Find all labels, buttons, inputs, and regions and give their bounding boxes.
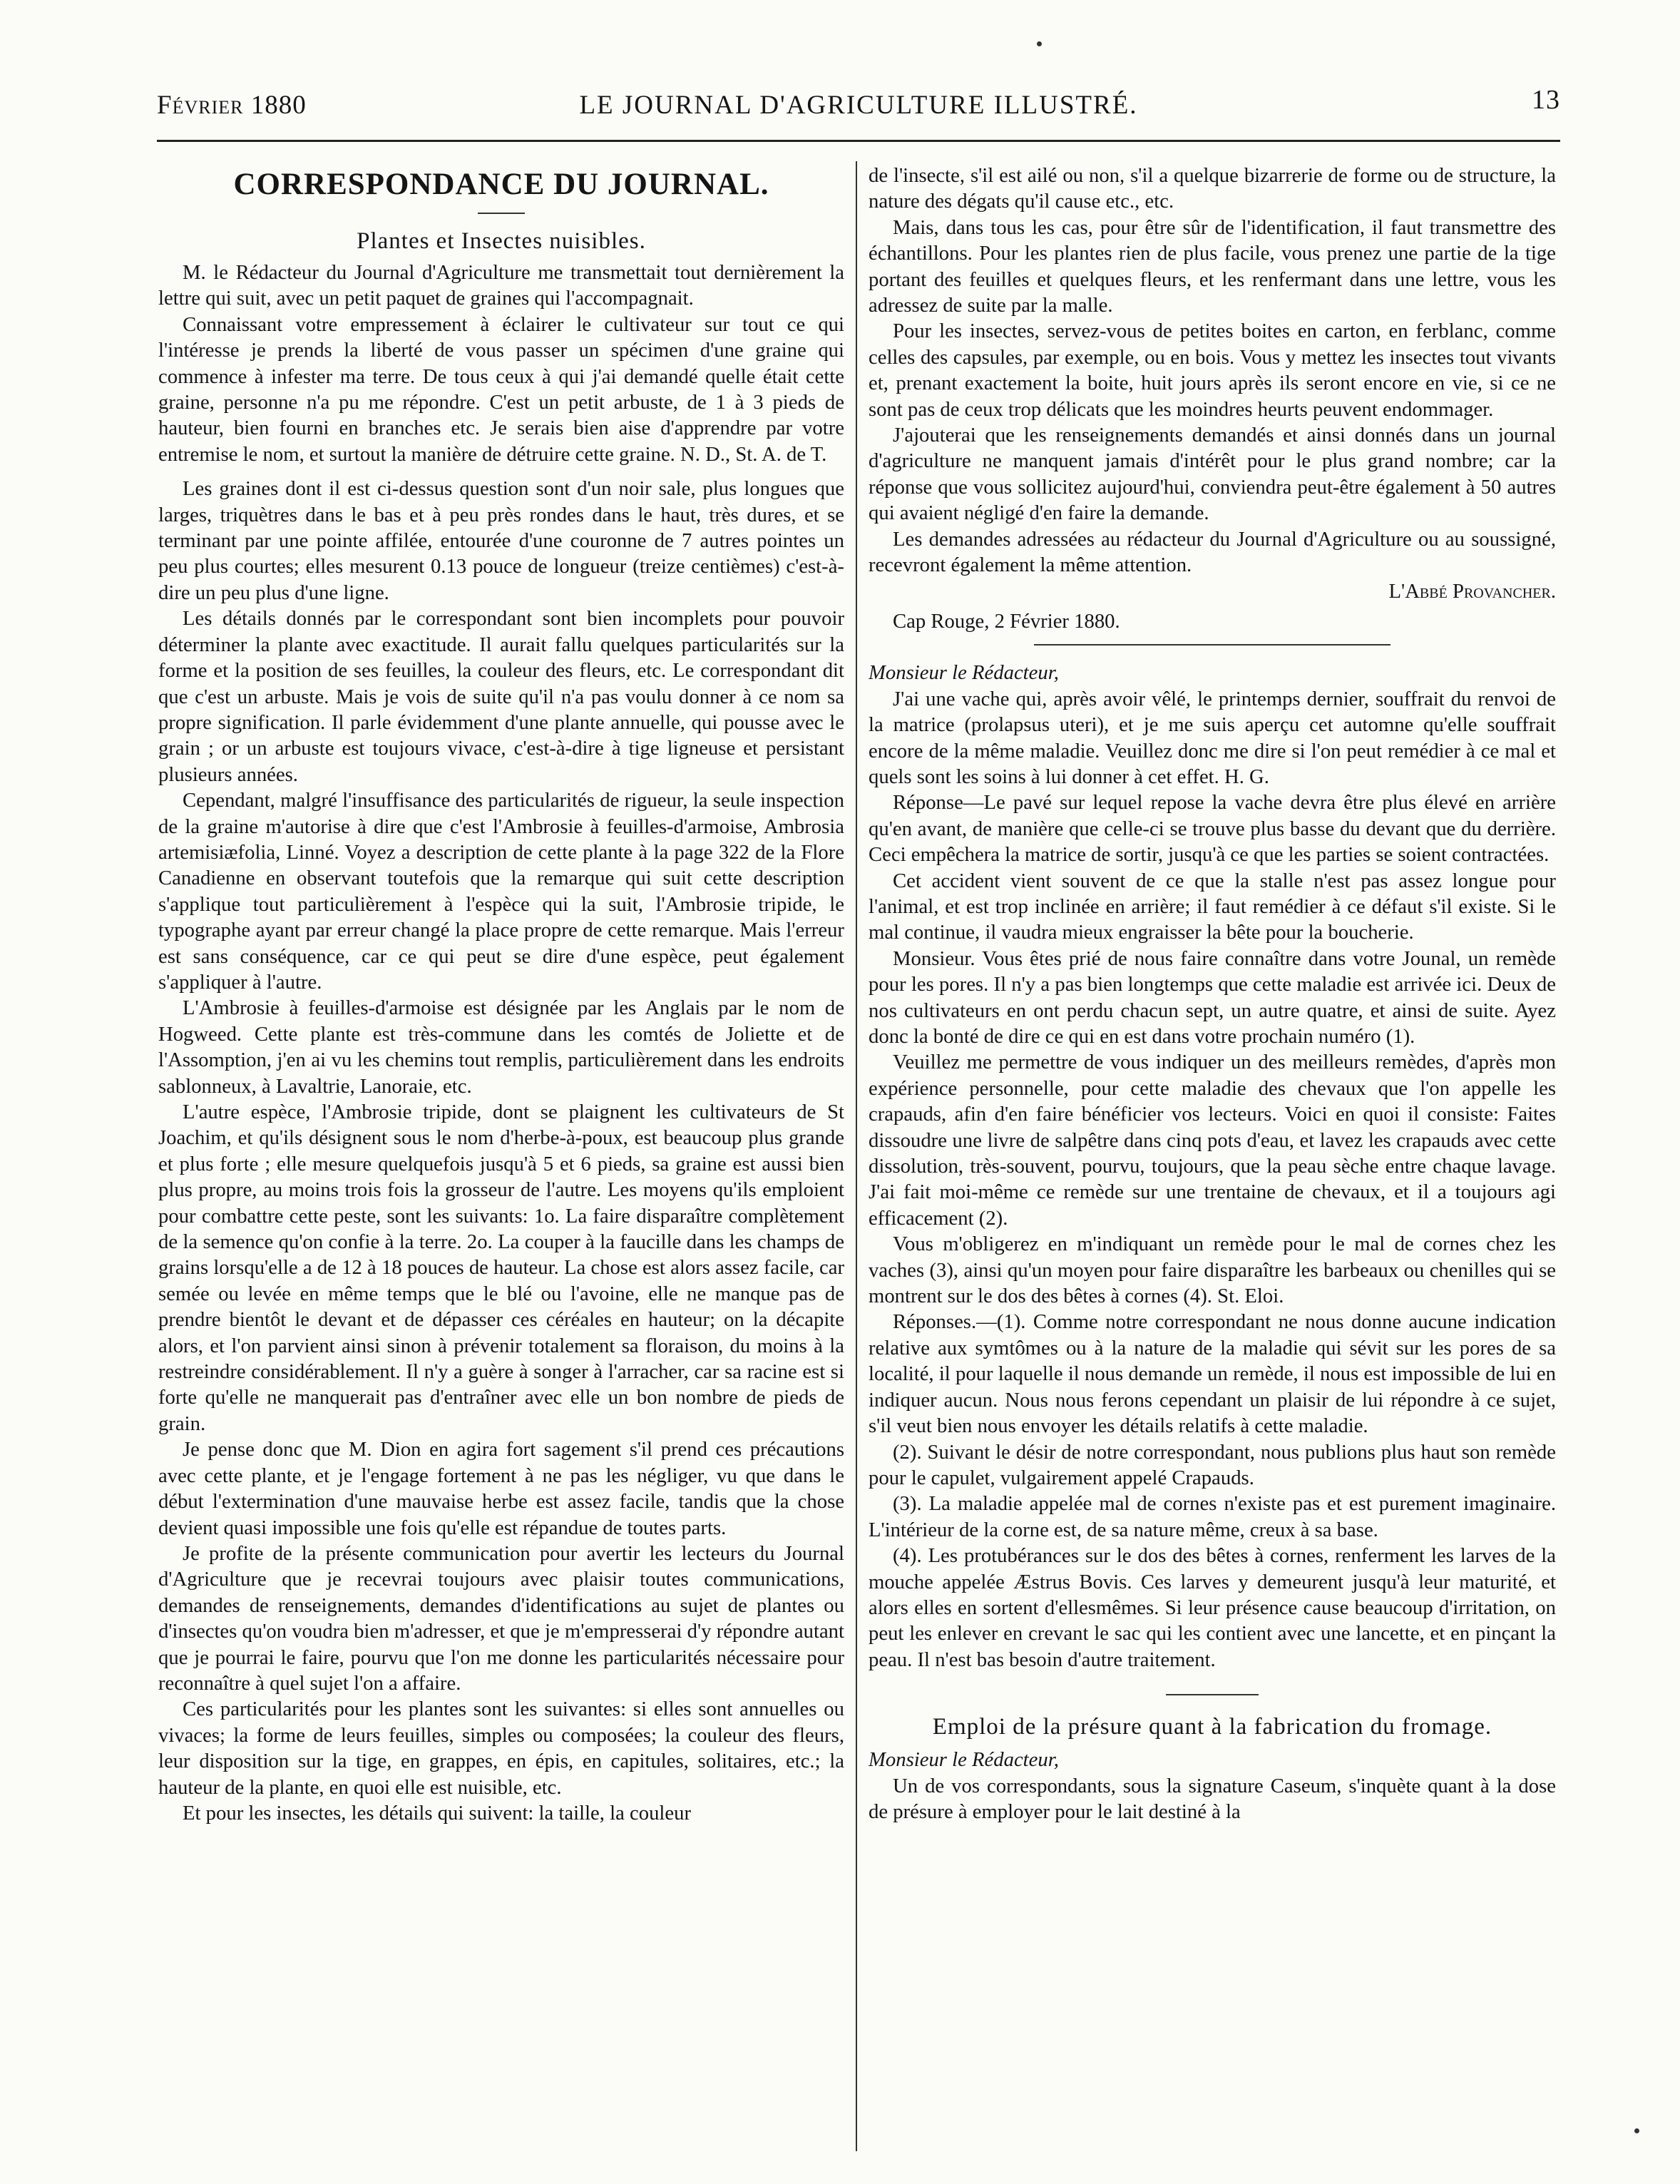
paragraph: Cet accident vient souvent de ce que la stalle n'est pas assez longue pour l'animal, et est trop inclinée en arrière; il faut remédier à ce défaut s'il existe. Si le mal continue, il vaudra mieux engraisser la bête pour la boucherie.	[869, 869, 1556, 944]
paragraph: J'ai une vache qui, après avoir vêlé, le printemps dernier, souffrait du renvoi de la matrice (prolapsus uteri), et je me suis aperçu cet automne qu'elle souffrait encore de la même maladie. Veuillez donc me dire si l'on peut remédier à ce mal et quels sont les soins à lui donner à cet effet. H. G.	[869, 687, 1556, 788]
page-header	[157, 84, 1560, 127]
article-title-2: Emploi de la présure quant à la fabrication du fromage.	[932, 1714, 1492, 1740]
section-rule	[1166, 1694, 1259, 1695]
paragraph: Cependant, malgré l'insuffisance des particularités de rigueur, la seule inspection de la graine m'autorise à dire que c'est l'Ambrosie à feuilles-d'armoise, Ambrosia artemisiæfolia, Linné. Voyez a description de cette plante à la page 322 de la Flore Canadienne en observant toutefois que la remarque qui suit cette description s'applique tout particulièrement à l'espèce qui la suit, l'Ambrosie tripide, le typographe ayant par erreur changé la place propre de cette remarque. Mais l'erreur est sans conséquence, car ce qui peut se dire d'une espèce, peut également s'appliquer à l'autre.	[158, 789, 844, 994]
paragraph: Je profite de la présente communication pour avertir les lecteurs du Journal d'Agriculture que je recevrai toujours avec plaisir toutes communications, demandes de renseignements, demandes d'identifications au sujet de plantes ou d'insectes qu'on voudra bien m'adresser, et que je m'empresserai d'y répondre autant que je pourrai le faire, pourvu que l'on me donne les particularités nécessaire pour reconnaître à quel sujet l'on a affaire.	[158, 1541, 844, 1695]
salutation: Monsieur le Rédacteur,	[869, 1748, 1059, 1772]
paragraph: Un de vos correspondants, sous la signature Caseum, s'inquète quant à la dose de présure à employer pour le lait destiné à la	[869, 1774, 1556, 1823]
heading-rule	[478, 213, 525, 214]
paragraph: Les demandes adressées au rédacteur du Journal d'Agriculture ou au soussigné, recevront également la même attention.	[869, 527, 1556, 577]
paragraph: (3). La maladie appelée mal de cornes n'existe pas et est purement imaginaire. L'intérieur de la corne est, de sa nature même, creux à sa base.	[869, 1492, 1556, 1541]
paragraph: (2). Suivant le désir de notre correspondant, nous publions plus haut son remède pour le capulet, vulgairement appelé Crapauds.	[869, 1440, 1556, 1489]
left-column	[158, 161, 844, 2151]
paragraph: Mais, dans tous les cas, pour être sûr de l'identification, il faut transmettre des échantillons. Pour les plantes rien de plus facile, vous prenez une partie de la tige portant des feuilles et quelques fleurs, et les renfermant dans une lettre, vous les adressez de suite par la malle.	[869, 215, 1556, 317]
print-speck	[1634, 2128, 1639, 2133]
section-rule	[1034, 644, 1390, 645]
article-title: Plantes et Insectes nuisibles.	[357, 228, 646, 254]
paragraph: L'Ambrosie à feuilles-d'armoise est désignée par les Anglais par le nom de Hogweed. Cette plante est très-commune dans les comtés de Joliette et de l'Assomption, j'en ai vu les chemins tout remplis, particulièrement dans les endroits sablonneux, à Lavaltrie, Lanoraie, etc.	[158, 996, 844, 1098]
paragraph: J'ajouterai que les renseignements demandés et ainsi donnés dans un journal d'agriculture ne manquent jamais d'intérêt pour le plus grand nombre; car la réponse que vous sollicitez aujourd'hui, conviendra peut-être également à 50 autres qui avaient négligé d'en faire la demande.	[869, 424, 1556, 525]
paragraph: Veuillez me permettre de vous indiquer un des meilleurs remèdes, d'après mon expérience personnelle, pour cette maladie des chevaux que l'on appelle les crapauds, afin d'en faire bénéficier vos lecteurs. Voici en quoi il consiste: Faites dissoudre une livre de salpêtre dans cinq pots d'eau, et lavez les crapauds avec cette dissolution, très-souvent, pourvu, toujours, que la peau sèche entre chaque lavage. J'ai fait moi-même ce remède sur une trentaine de chevaux, et il a toujours agi efficacement (2).	[869, 1051, 1556, 1230]
paragraph: Les détails donnés par le correspondant sont bien incomplets pour pouvoir déterminer la plante avec exactitude. Il aurait fallu quelques particularités sur la forme et la position de ses feuilles, la couleur des fleurs, etc. Le correspondant dit que c'est un arbuste. Mais je vois de suite qu'il n'a pas voulu donner à ce nom sa propre signification. Il parle évidemment d'une plante annuelle, qui pousse avec le grain ; or un arbuste est toujours vivace, c'est-à-dire à tige ligneuse et persistant plusieurs années.	[158, 607, 844, 786]
section-heading: CORRESPONDANCE DU JOURNAL.	[233, 168, 769, 201]
column-divider	[856, 161, 857, 2151]
journal-title: LE JOURNAL D'AGRICULTURE ILLUSTRÉ.	[579, 91, 1138, 120]
dateline: Cap Rouge, 2 Février 1880.	[893, 609, 1120, 633]
paragraph: M. le Rédacteur du Journal d'Agriculture me transmettait tout dernièrement la lettre qui suit, avec un petit paquet de graines qui l'accompagnait.	[158, 261, 844, 310]
paragraph: de l'insecte, s'il est ailé ou non, s'il a quelque bizarrerie de forme ou de structure, la nature des dégats qu'il cause etc., etc.	[869, 164, 1556, 213]
signature: L'Abbé Provancher.	[1388, 579, 1556, 603]
paragraph: Pour les insectes, servez-vous de petites boites en carton, en ferblanc, comme celles des capsules, par exemple, ou en bois. Vous y mettez les insectes tout vivants et, prenant exactement la boite, huit jours après ils seront encore en vie, si ce ne sont pas de ceux trop délicats que les moindres heurts peuvent endommager.	[869, 320, 1556, 421]
page-number: 13	[1532, 85, 1560, 115]
paragraph: Je pense donc que M. Dion en agira fort sagement s'il prend ces précautions avec cette plante, et je l'engage fortement à ne pas les négliger, vu que dans le début l'extermination d'une mauvaise herbe est assez facile, tandis que la chose devient quasi impossible une fois qu'elle est répandue de toutes parts.	[158, 1438, 844, 1539]
paragraph: Monsieur. Vous êtes prié de nous faire connaître dans votre Jounal, un remède pour les pores. Il n'y a pas bien longtemps que cette maladie est arrivée ici. Deux de nos cultivateurs en ont perdu chacun sept, un autre quatre, et ainsi de suite. Ayez donc la bonté de dire ce qui en est dans votre prochain numéro (1).	[869, 946, 1556, 1048]
header-rule	[157, 140, 1560, 142]
paragraph: Réponses.—(1). Comme notre correspondant ne nous donne aucune indication relative aux symtômes ou à la nature de la maladie qui sévit sur les pores de sa localité, il pour laquelle il nous demande un remède, il nous est impossible de lui en indiquer aucun. Nous nous ferons cependant un plaisir de lui répondre à ce sujet, s'il veut bien nous envoyer les détails relatifs à cette maladie.	[869, 1310, 1556, 1438]
paragraph: Connaissant votre empressement à éclairer le cultivateur sur tout ce qui l'intéresse je prends la liberté de vous passer un spécimen d'une graine qui commence à infester ma terre. De tous ceux à qui j'ai demandé quelle était cette graine, personne n'a pu me répondre. C'est un petit arbuste, de 1 à 3 pieds de hauteur, bien fourni en branches etc. Je serais bien aise d'apprendre par votre entremise le nom, et surtout la manière de détruire cette graine. N. D., St. A. de T.	[158, 312, 844, 466]
paragraph: L'autre espèce, l'Ambrosie tripide, dont se plaignent les cultivateurs de St Joachim, et qu'ils désignent sous le nom d'herbe-à-poux, est beaucoup plus grande et plus forte ; elle mesure quelquefois jusqu'à 5 et 6 pieds, sa graine est aussi bien plus propre, au moins trois fois la grosseur de l'autre. Les moyens qu'ils emploient pour combattre cette peste, sont les suivants: 1o. La faire disparaître complètement de la semence qu'on confie à la terre. 2o. La couper à la faucille dans les champs de grains lorsqu'elle a de 12 à 18 pouces de hauteur. La chose est alors assez facile, car semée ou levée en même temps que le blé ou l'avoine, elle ne manque pas de prendre bientôt le devant et de dépasser ces céréales en hauteur; on la décapite alors, et l'on parvient ainsi sinon à prévenir totalement sa floraison, du moins à la restreindre considérablement. Il n'y a guère à songer à l'arracher, car sa racine est si forte qu'elle ne manquerait pas d'entraîner avec elle un bon nombre de pieds de grain.	[158, 1101, 844, 1435]
right-column	[869, 163, 1556, 2153]
paragraph: Les graines dont il est ci-dessus question sont d'un noir sale, plus longues que larges, triquètres dans le bas et à peu près rondes dans le haut, très dures, et se terminant par une pointe affilée, entourée d'une couronne de 7 autres pointes un peu plus courtes; elles mesurent 0.13 pouce de longueur (treize centièmes) c'est-à-dire un peu plus d'une ligne.	[158, 477, 844, 604]
paragraph: Ces particularités pour les plantes sont les suivantes: si elles sont annuelles ou vivaces; la forme de leurs feuilles, simples ou composées; la couleur des fleurs, leur disposition sur la tige, en grappes, en épis, en capitules, solitaires, etc.; la hauteur de la plante, en quoi elle est nuisible, etc.	[158, 1698, 844, 1799]
paragraph: (4). Les protubérances sur le dos des bêtes à cornes, renferment les larves de la mouche appelée Æstrus Bovis. Ces larves y demeurent jusqu'à leur maturité, et alors elles en sortent d'ellesmêmes. Si leur présence cause beaucoup d'irritation, on peut les enlever en crevant le sac qui les contient avec une lancette, et en pinçant la peau. Il n'est bas besoin d'autre traitement.	[869, 1544, 1556, 1671]
paragraph: Et pour les insectes, les détails qui suivent: la taille, la couleur	[183, 1801, 692, 1825]
paragraph: Réponse—Le pavé sur lequel repose la vache devra être plus élevé en arrière qu'en avant, de manière que celle-ci se trouve plus basse du devant que du derrière. Ceci empêchera la matrice de sortir, jusqu'à ce que les parties se soient contractées.	[869, 791, 1556, 867]
print-speck	[1037, 41, 1042, 46]
paragraph: Vous m'obligerez en m'indiquant un remède pour le mal de cornes chez les vaches (3), ainsi qu'un moyen pour faire disparaître les barbeaux ou chenilles qui se montrent sur le dos des bêtes à cornes (4). St. Eloi.	[869, 1233, 1556, 1308]
salutation: Monsieur le Rédacteur,	[869, 661, 1059, 685]
issue-date: Février 1880	[157, 91, 307, 120]
